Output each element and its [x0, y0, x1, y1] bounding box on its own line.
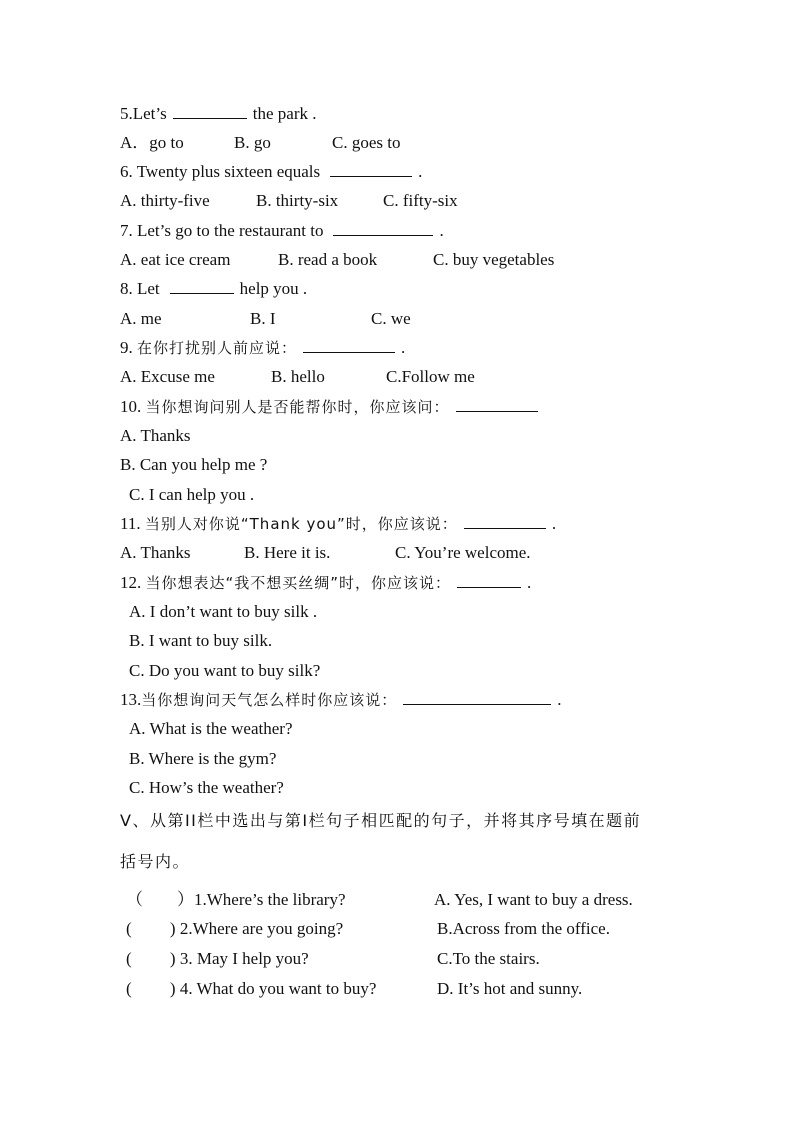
question-13-stem: [120, 689, 562, 711]
question-number: 10.: [120, 397, 142, 416]
question-9-options: [120, 366, 475, 388]
answer-blank[interactable]: [457, 573, 521, 588]
stem-text: .: [418, 162, 423, 181]
question-10-option-a: A. Thanks: [120, 426, 191, 445]
option-a: A. thirty-five: [120, 191, 210, 210]
option-a: A. Thanks: [120, 543, 191, 562]
match-left-item: ( ) 2.Where are you going?: [126, 919, 344, 938]
match-right-item: A. Yes, I want to buy a dress.: [434, 890, 633, 909]
section-v-title: V、从第II栏中选出与第I栏句子相匹配的句子，并将其序号填在题前: [120, 811, 642, 830]
question-10-option-c: C. I can help you .: [129, 485, 255, 504]
stem-text: Let’s go to the restaurant to: [137, 221, 324, 240]
option-c: C. You’re welcome.: [395, 543, 531, 562]
question-11-options: [120, 542, 531, 564]
question-number: 11.: [120, 514, 141, 533]
stem-text: 当别人对你说“Thank you”时，你应该说：: [144, 515, 458, 533]
answer-blank[interactable]: [330, 162, 412, 177]
stem-text: 当你想表达“我不想买丝绸”时，你应该说：: [145, 574, 452, 592]
match-right-item: D. It’s hot and sunny.: [437, 979, 583, 998]
question-9-stem: [120, 337, 405, 359]
question-12-option-b: B. I want to buy silk.: [129, 631, 273, 650]
question-13-option-c: C. How’s the weather?: [129, 778, 284, 797]
stem-text: Let’s: [132, 104, 167, 123]
question-13-option-a: A. What is the weather?: [129, 719, 293, 738]
question-10-stem: [120, 396, 544, 418]
question-number: 6.: [120, 162, 133, 181]
stem-text: Twenty plus sixteen equals: [136, 162, 321, 181]
option-c: C. goes to: [332, 133, 401, 152]
stem-text: 当你想询问别人是否能帮你时，你应该问：: [145, 398, 450, 416]
question-12-stem: [120, 572, 531, 594]
answer-blank[interactable]: [456, 397, 538, 412]
question-number: 12.: [120, 573, 142, 592]
match-right-item: B.Across from the office.: [437, 919, 610, 938]
option-c: C.Follow me: [386, 367, 475, 386]
option-b: B. go: [234, 133, 271, 152]
option-b: B. Here it is.: [244, 543, 331, 562]
answer-blank[interactable]: [464, 514, 546, 529]
answer-blank[interactable]: [333, 221, 433, 236]
option-a: A. eat ice cream: [120, 250, 231, 269]
answer-blank[interactable]: [170, 279, 234, 294]
option-c: C. we: [371, 309, 411, 328]
section-v-title-cont: 括号内。: [120, 852, 191, 871]
stem-text: 在你打扰别人前应说：: [137, 339, 298, 357]
stem-text: 当你想询问天气怎么样时你应该说：: [141, 691, 398, 709]
question-11-stem: [120, 513, 556, 535]
option-b: B. I: [250, 309, 276, 328]
match-left-item: ( ) 4. What do you want to buy?: [126, 979, 377, 998]
stem-text: .: [527, 573, 532, 592]
option-b: B. thirty-six: [256, 191, 339, 210]
stem-text: help you .: [239, 279, 308, 298]
stem-text: .: [551, 514, 557, 533]
stem-text: .: [401, 338, 406, 357]
question-6-options: [120, 190, 458, 212]
question-8-stem: [120, 278, 307, 300]
answer-blank[interactable]: [403, 690, 551, 705]
question-13-option-b: B. Where is the gym?: [129, 749, 277, 768]
question-10-option-b: B. Can you help me ?: [120, 455, 268, 474]
option-a: A．go to: [120, 133, 184, 152]
question-8-options: [120, 308, 411, 330]
question-number: 8.: [120, 279, 133, 298]
question-7-options: [120, 249, 554, 271]
answer-blank[interactable]: [173, 104, 247, 119]
match-left-item: ( ) 3. May I help you?: [126, 949, 309, 968]
stem-text: the park .: [252, 104, 317, 123]
question-7-stem: [120, 220, 444, 242]
option-a: A. me: [120, 309, 162, 328]
stem-text: .: [439, 221, 444, 240]
stem-text: .: [557, 690, 562, 709]
match-right-item: C.To the stairs.: [437, 949, 540, 968]
question-number: 5.: [120, 104, 133, 123]
match-left-item: （ ）1.Where’s the library?: [126, 890, 346, 909]
question-number: 13.: [120, 690, 142, 709]
question-12-option-a: A. I don’t want to buy silk .: [129, 602, 318, 621]
answer-blank[interactable]: [303, 338, 395, 353]
option-b: B. read a book: [278, 250, 378, 269]
question-5-options: [120, 132, 400, 154]
question-number: 7.: [120, 221, 133, 240]
question-number: 9.: [120, 338, 133, 357]
option-c: C. fifty-six: [383, 191, 458, 210]
option-a: A. Excuse me: [120, 367, 215, 386]
question-5-stem: [120, 103, 316, 125]
option-c: C. buy vegetables: [433, 250, 555, 269]
stem-text: Let: [137, 279, 160, 298]
option-b: B. hello: [271, 367, 325, 386]
question-12-option-c: C. Do you want to buy silk?: [129, 661, 321, 680]
question-6-stem: [120, 161, 422, 183]
